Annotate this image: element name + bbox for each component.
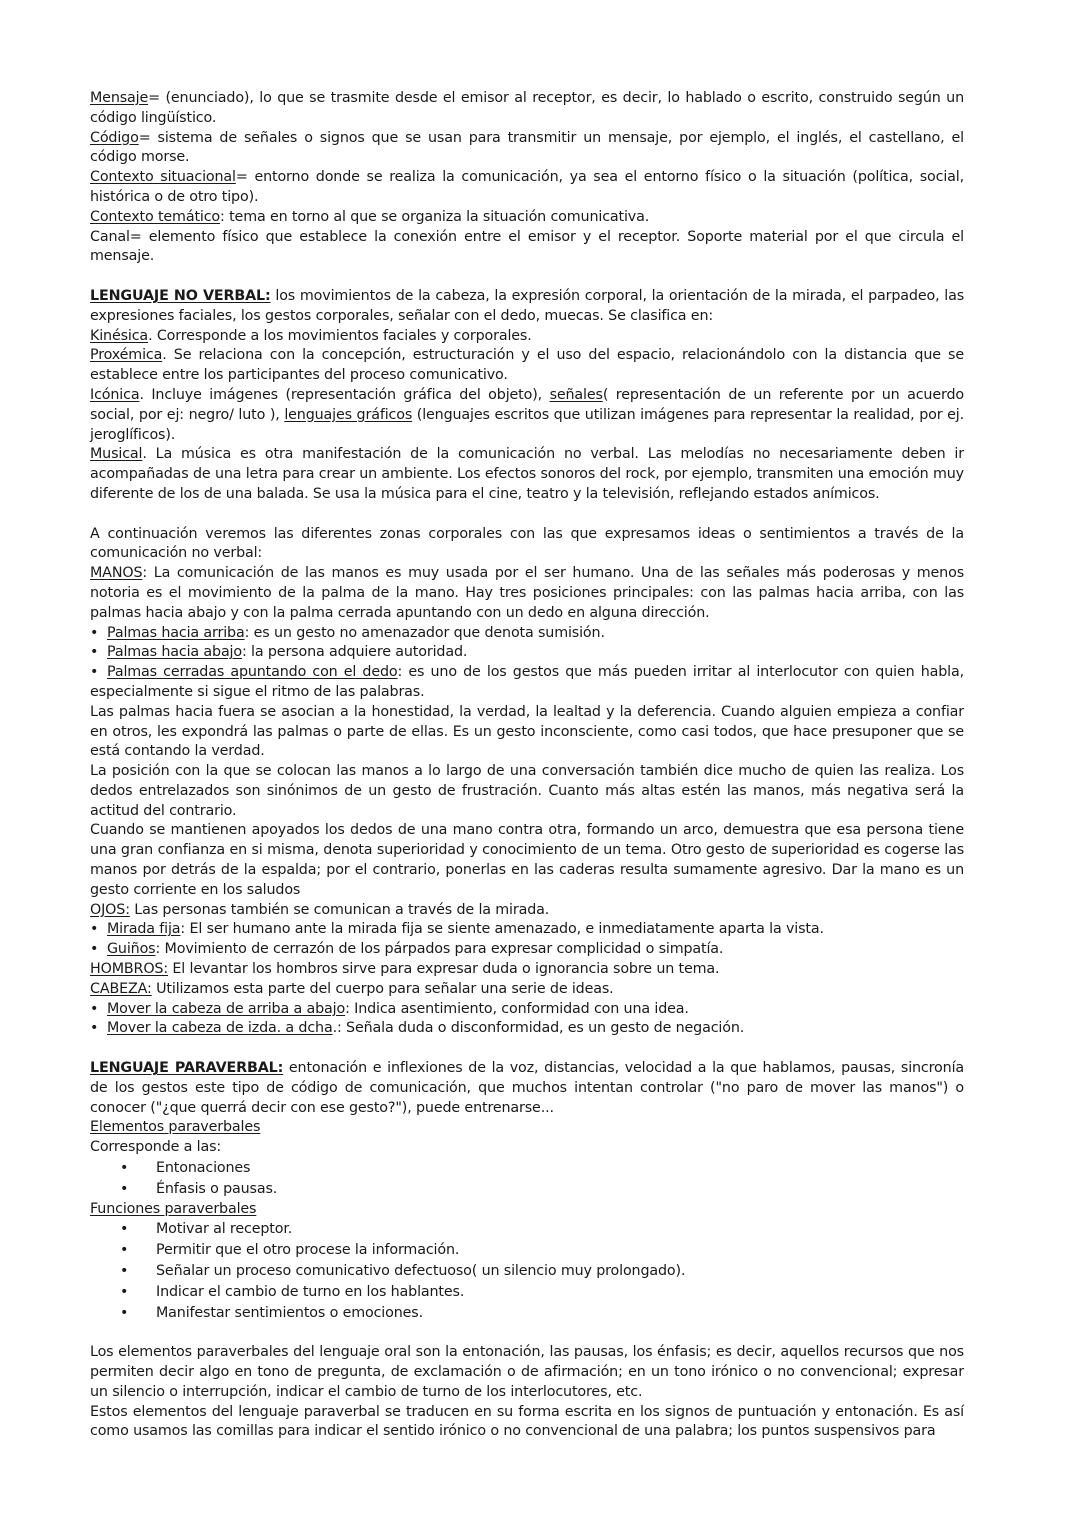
definition-text: = entorno donde se realiza la comunicación, ya sea el entorno físico o la situación (política, social, histórica o de otro tipo). — [90, 169, 964, 205]
paragraph-text: . Se relaciona con la concepción, estructuración y el uso del espacio, relacionándolo con la distancia que se establece entre los participantes del proceso comunicativo. — [90, 347, 964, 384]
list-item-text: Entonaciones — [156, 1160, 251, 1177]
paragraph-text: ( representación de un referente por un acuerdo social, por ej: negro/ luto ), — [90, 386, 964, 423]
list-item — [120, 1159, 964, 1179]
list-item — [90, 1000, 964, 1020]
term: Palmas hacia arriba — [107, 624, 245, 641]
bullet-icon: • — [120, 1263, 129, 1280]
musical — [90, 445, 964, 504]
paragraph: Estos elementos del lenguaje paraverbal se traducen en su forma escrita en los signos de puntuación y entonación. Es así como usamos las comillas para indicar el sentido irónico o no convencional de una palabra; los puntos suspensivos para — [90, 1403, 964, 1440]
term: Mirada fija — [107, 921, 181, 938]
definition-text: = (enunciado), lo que se trasmite desde el emisor al receptor, es decir, lo hablado o escrito, construido según un código lingüístico. — [90, 90, 964, 126]
kinesica — [90, 327, 964, 347]
paraverbal-intro — [90, 1059, 964, 1118]
bullet-icon: • — [120, 1180, 129, 1197]
bullet-icon: • — [90, 664, 99, 681]
bullet-icon: • — [120, 1242, 129, 1259]
definition-text: = sistema de señales o signos que se usan para transmitir un mensaje, por ejemplo, el inglés, el castellano, el código morse. — [90, 129, 964, 166]
bullet-icon: • — [90, 644, 99, 661]
definition-codigo — [90, 129, 964, 169]
list-item — [120, 1262, 964, 1282]
definition-text: : tema en torno al que se organiza la situación comunicativa. — [220, 208, 650, 225]
cabeza — [90, 980, 964, 1000]
bullet-icon: • — [120, 1283, 129, 1300]
list-item — [120, 1241, 964, 1261]
paragraph-text: : es un gesto no amenazador que denota sumisión. — [244, 624, 605, 641]
term: Contexto situacional — [90, 169, 236, 186]
paragraph-text: entonación e inflexiones de la voz, distancias, velocidad a la que hablamos, pausas, sincronía de los gestos este tipo de código de comunicación, que muchos intentan controlar ("no paro de mover las manos") o conocer ("¿que querrá decir con ese gesto?"), puede entrenarse... — [90, 1060, 964, 1116]
list-item — [90, 940, 964, 960]
paragraph: Los elementos paraverbales del lenguaje oral son la entonación, las pausas, los énfasis; es decir, aquellos recursos que nos permiten decir algo en tono de pregunta, de exclamación o de afirmación; en un tono irónico o no convencional; expresar un silencio o interrupción, indicar el cambio de turno de los interlocutores, etc. — [90, 1344, 964, 1400]
paragraph-text: . Corresponde a los movimientos faciales y corporales. — [148, 327, 532, 344]
paragraph: Las palmas hacia fuera se asocian a la honestidad, la verdad, la lealtad y la deferencia. Cuando alguien empieza a confiar en otros, les expondrá las palmas o parte de ellas. Es un gesto inconsciente, como casi todos, que hace presuponer que se está contando la verdad. — [90, 703, 964, 760]
paragraph-text: : es uno de los gestos que más pueden irritar al interlocutor con quien habla, especialmente si sigue el ritmo de las palabras. — [90, 664, 964, 700]
term: HOMBROS: — [90, 961, 169, 978]
list-item — [120, 1304, 964, 1324]
elementos-title — [90, 1118, 964, 1138]
bullet-icon: • — [90, 1000, 99, 1017]
term: Proxémica — [90, 347, 163, 364]
list-item-text: Permitir que el otro procese la información. — [156, 1242, 460, 1259]
list-item — [90, 663, 964, 703]
paragraph: Cuando se mantienen apoyados los dedos de una mano contra otra, formando un arco, demuestra que esa persona tiene una gran confianza en si misma, denota superioridad y conocimiento de un tema. Otro gesto de superioridad es cogerse las manos por detrás de la espalda; por el contrario, ponerlas en las caderas resulta sumamente agresivo. Dar la mano es un gesto corriente en los saludos — [90, 822, 964, 898]
list-item — [90, 624, 964, 644]
paragraph-text: : El ser humano ante la mirada fija se siente amenazado, e inmediatamente aparta la vista. — [180, 921, 824, 938]
term: Mover la cabeza de izda. a dcha — [107, 1020, 333, 1037]
definition-canal: Canal= elemento físico que establece la conexión entre el emisor y el receptor. Soporte material por el que circula el mensaje. — [90, 228, 964, 265]
list-item-text: Indicar el cambio de turno en los hablantes. — [156, 1283, 465, 1300]
list-item — [90, 920, 964, 940]
paragraph-text: : Movimiento de cerrazón de los párpados para expresar complicidad o simpatía. — [155, 941, 724, 958]
bullet-icon: • — [120, 1304, 129, 1321]
nonverbal-intro — [90, 287, 964, 327]
paragraph-text: los movimientos de la cabeza, la expresión corporal, la orientación de la mirada, el parpadeo, las expresiones faciales, los gestos corporales, señalar con el dedo, muecas. Se clasifica en: — [90, 287, 964, 324]
term: OJOS: — [90, 901, 130, 918]
paragraph-text: El levantar los hombros sirve para expresar duda o ignorancia sobre un tema. — [168, 961, 720, 978]
paragraph: La posición con la que se colocan las manos a lo largo de una conversación también dice mucho de quien las realiza. Los dedos entrelazados son sinónimos de un gesto de frustración. Cuanto más altas estén las manos, más negativa será la actitud del contrario. — [90, 763, 964, 819]
paragraph-text: Utilizamos esta parte del cuerpo para señalar una serie de ideas. — [151, 980, 614, 997]
paragraph-text: (lenguajes escritos que utilizan imágenes para representar la realidad, por ej. jeroglíficos). — [90, 406, 964, 443]
bullet-icon: • — [120, 1160, 129, 1177]
paragraph-text: : la persona adquiere autoridad. — [241, 644, 468, 661]
term: Contexto temático — [90, 208, 221, 225]
bullet-icon: • — [90, 624, 99, 641]
paragraph-text: . La música es otra manifestación de la comunicación no verbal. Las melodías no necesariamente deben ir acompañadas de una letra para crear un ambiente. Los efectos sonoros del rock, por ejemplo, transmiten una emoción muy diferente de los de una balada. Se usa la música para el cine, teatro y la televisión, reflejando estados anímicos. — [90, 446, 964, 502]
term: Mensaje — [90, 90, 149, 106]
list-item-text: Señalar un proceso comunicativo defectuoso( un silencio muy prolongado). — [156, 1263, 686, 1280]
term: MANOS — [90, 565, 143, 582]
list-item — [120, 1180, 964, 1200]
term: Guiños — [107, 941, 156, 958]
bullet-icon: • — [120, 1221, 129, 1238]
list-item-text: Motivar al receptor. — [156, 1221, 293, 1238]
term: Palmas cerradas apuntando con el dedo — [107, 664, 398, 681]
hombros — [90, 960, 964, 980]
list-item-text: Manifestar sentimientos o emociones. — [156, 1304, 423, 1321]
section-heading: LENGUAJE PARAVERBAL: — [90, 1060, 284, 1077]
list-item-text: Énfasis o pausas. — [156, 1180, 278, 1197]
term: señales — [549, 386, 603, 403]
bullet-icon: • — [90, 941, 99, 958]
list-item — [90, 1019, 964, 1039]
bullet-icon: • — [90, 921, 99, 938]
zones-intro: A continuación veremos las diferentes zonas corporales con las que expresamos ideas o sentimientos a través de la comunicación no verbal: — [90, 525, 964, 562]
definition-mensaje — [90, 89, 964, 129]
proxemica — [90, 346, 964, 386]
paragraph-text: : La comunicación de las manos es muy usada por el ser humano. Una de las señales más poderosas y menos notoria es el movimiento de la palma de la mano. Hay tres posiciones principales: con las palmas hacia arriba, con las palmas hacia abajo y con la palma cerrada apuntando con un dedo en alguna dirección. — [90, 565, 964, 621]
term: Palmas hacia abajo — [107, 644, 242, 661]
term: Mover la cabeza de arriba a abajo — [107, 1000, 346, 1017]
term: Kinésica — [90, 327, 149, 344]
paragraph-text: : Indica asentimiento, conformidad con una idea. — [345, 1000, 689, 1017]
list-item — [120, 1283, 964, 1303]
definition-contexto-situacional — [90, 168, 964, 208]
paragraph-text: . Incluye imágenes (representación gráfica del objeto), — [139, 386, 550, 403]
paragraph-text: Las personas también se comunican a través de la mirada. — [129, 901, 550, 918]
term: lenguajes gráficos — [284, 406, 413, 423]
paragraph-text: .: Señala duda o disconformidad, es un gesto de negación. — [332, 1020, 745, 1037]
bullet-icon: • — [90, 1020, 99, 1037]
subheading: Funciones paraverbales — [90, 1200, 257, 1217]
list-item — [120, 1220, 964, 1240]
iconica — [90, 386, 964, 445]
term: CABEZA: — [90, 980, 152, 997]
section-heading: LENGUAJE NO VERBAL: — [90, 287, 271, 304]
manos — [90, 564, 964, 623]
corresponde-text: Corresponde a las: — [90, 1139, 222, 1156]
list-item — [90, 643, 964, 663]
funciones-title — [90, 1200, 964, 1220]
term: Musical — [90, 446, 143, 463]
ojos — [90, 901, 964, 921]
definition-contexto-tematico — [90, 208, 964, 228]
term: Código — [90, 129, 139, 146]
term: Icónica — [90, 386, 140, 403]
subheading: Elementos paraverbales — [90, 1119, 261, 1136]
